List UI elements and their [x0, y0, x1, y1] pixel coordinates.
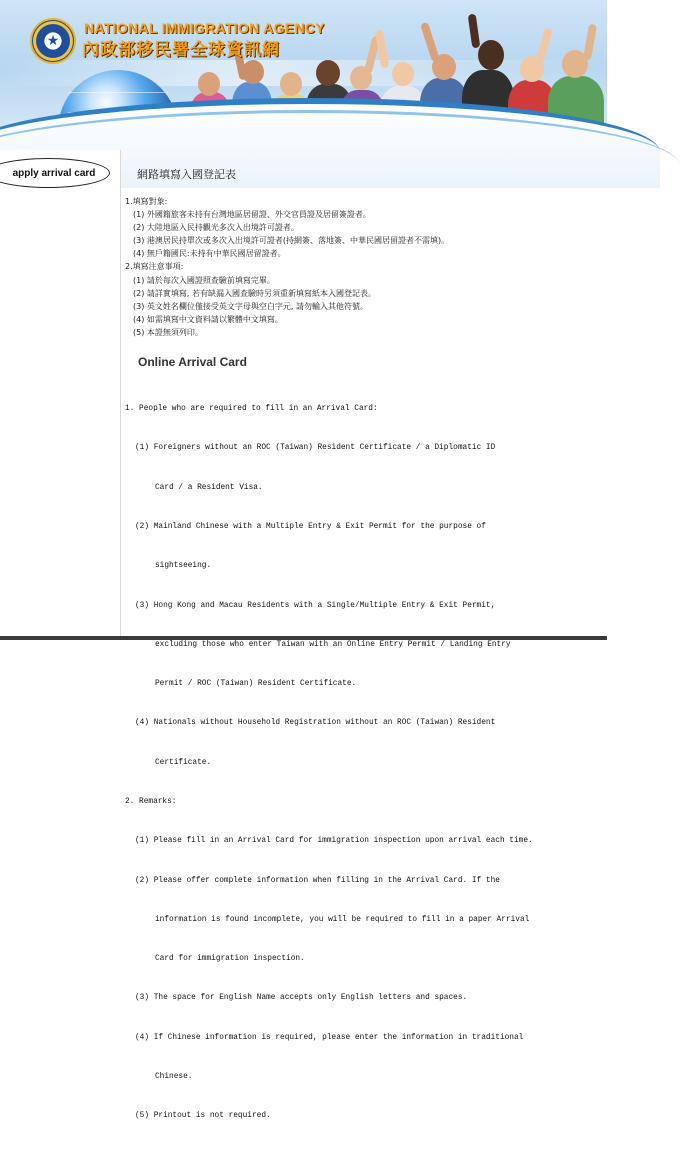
list-item-continuation: Chinese.: [155, 1072, 193, 1081]
english-section-title: Online Arrival Card: [138, 355, 247, 369]
list-item: (3) The space for English Name accepts only English letters and spaces.: [135, 994, 468, 1003]
list-item: (3) Hong Kong and Macau Residents with a Single/Multiple Entry & Exit Permit,: [135, 601, 496, 610]
page-title: 網路填寫入國登記表: [137, 168, 236, 181]
list-item: (2) 大陸地區入民持觀光多次入出境許可證者。: [133, 223, 299, 233]
list-item: (1) 請於每次入國證照查驗前填寫完畢。: [133, 275, 275, 285]
list-item: (3) 英文姓名欄位僅接受英文字母與空白字元, 請勿輸入其他符號。: [133, 301, 368, 311]
zh-section-heading: 1.填寫對象:: [125, 197, 168, 206]
list-item: (2) 請詳實填寫, 若有缺漏入國查驗時另須重新填寫紙本入國登記表。: [133, 288, 376, 298]
main-content: [120, 150, 607, 1121]
apply-arrival-card-button[interactable]: apply arrival card: [0, 158, 110, 188]
sidebar: [0, 150, 120, 640]
list-item-continuation: Certificate.: [155, 758, 212, 767]
header-banner: [0, 0, 607, 150]
bottom-divider: [0, 636, 607, 640]
list-item: (4) Nationals without Household Registration without an ROC (Taiwan) Resident: [135, 719, 496, 728]
list-item: (1) Please fill in an Arrival Card for immigration inspection upon arrival each time.: [135, 837, 533, 846]
list-item: (4) 如需填寫中文資料請以繁體中文填寫。: [133, 314, 283, 324]
list-item: (1) 外國籍旅客未持有台灣地區居留證、外交官員證及居留簽證者。: [133, 210, 371, 220]
list-item: (5) 本證無須列印。: [133, 327, 203, 337]
list-item: (1) Foreigners without an ROC (Taiwan) Resident Certificate / a Diplomatic ID: [135, 444, 496, 453]
list-item: (4) 無戶籍國民:未持有中華民國居留證者。: [133, 249, 286, 259]
agency-name-chinese[interactable]: 內政部移民署全球資訊網: [82, 40, 280, 60]
agency-name-english[interactable]: NATIONAL IMMIGRATION AGENCY: [84, 20, 325, 36]
chinese-instructions: [125, 195, 449, 339]
en-section-heading: 1. People who are required to fill in an Arrival Card:: [125, 405, 378, 414]
list-item-continuation: Permit / ROC (Taiwan) Resident Certificate.: [155, 680, 357, 689]
english-instructions: [125, 377, 533, 1150]
list-item-continuation: sightseeing.: [155, 562, 212, 571]
list-item-continuation: information is found incomplete, you will be required to fill in a paper Arrival: [155, 915, 530, 924]
list-item: (2) Mainland Chinese with a Multiple Entry & Exit Permit for the purpose of: [135, 523, 486, 532]
list-item: (4) If Chinese information is required, please enter the information in traditional: [135, 1033, 524, 1042]
list-item-continuation: Card / a Resident Visa.: [155, 483, 263, 492]
list-item: (2) Please offer complete information when filling in the Arrival Card. If the: [135, 876, 500, 885]
agency-seal-icon[interactable]: ★: [30, 18, 76, 64]
en-section-heading: 2. Remarks:: [125, 798, 177, 806]
list-item-continuation: excluding those who enter Taiwan with an Online Entry Permit / Landing Entry: [155, 640, 511, 649]
list-item-continuation: Card for immigration inspection.: [155, 955, 305, 964]
list-item: (5) Printout is not required.: [135, 1112, 271, 1121]
zh-section-heading: 2.填寫注意事項:: [125, 262, 184, 272]
list-item: (3) 港澳居民持單次或多次入出境許可證者(持網簽、落地簽、中華民國居留證者不需填)。: [133, 236, 450, 246]
